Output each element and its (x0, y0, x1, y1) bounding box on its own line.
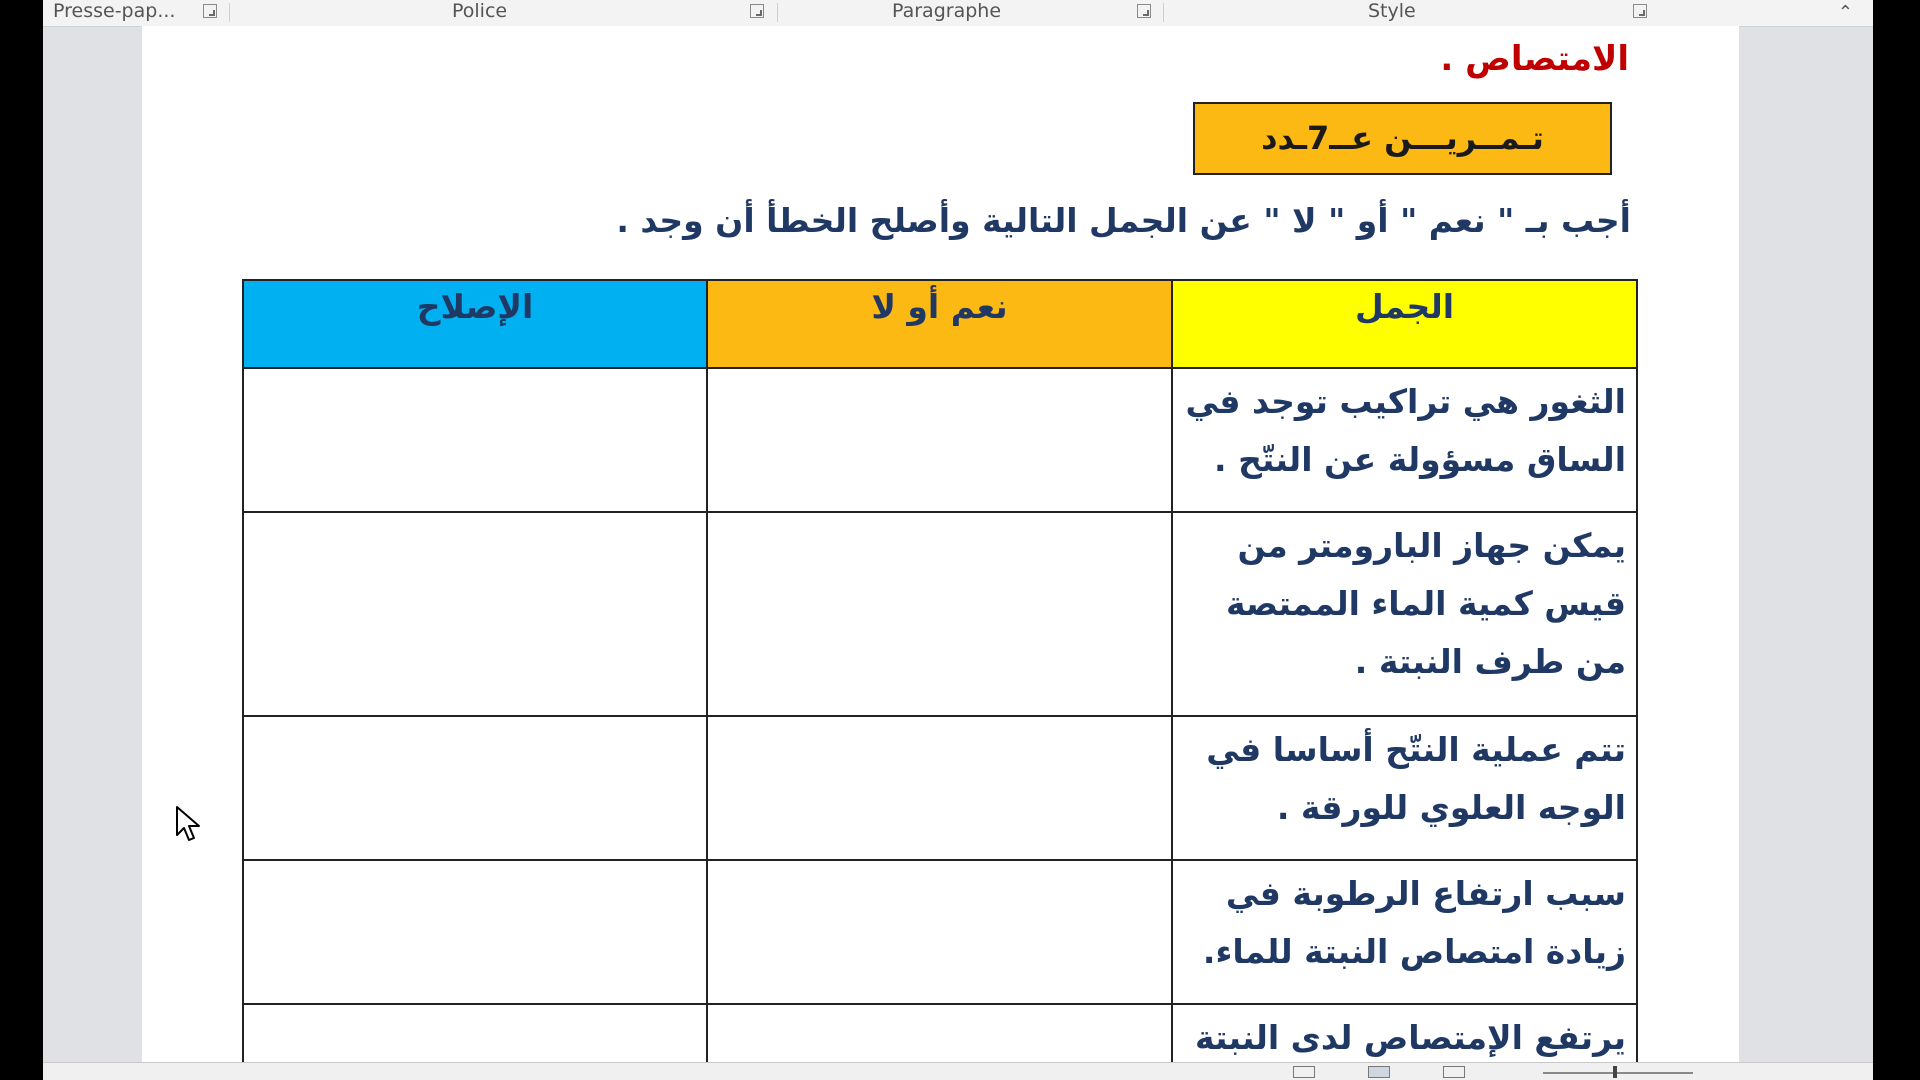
table-row (243, 1004, 1637, 1062)
exercise-table (242, 279, 1638, 1062)
group-separator (1163, 3, 1164, 22)
correction-cell[interactable] (243, 1004, 707, 1062)
word-window (43, 0, 1873, 1080)
table-row (243, 716, 1637, 860)
clipboard-launcher-icon[interactable] (203, 4, 217, 18)
sentence-cell: تتم عملية النتّح أساسا في الوجه العلوي للورقة . (1172, 716, 1637, 860)
answer-cell[interactable] (707, 1004, 1172, 1062)
header-yes-no: نعم أو لا (707, 280, 1172, 368)
sentence-cell: الثغور هي تراكيب توجد في الساق مسؤولة عن النتّح . (1172, 368, 1637, 512)
ribbon-group-paragraph-label: Paragraphe (892, 0, 1002, 22)
ribbon-group-labels (43, 0, 1873, 27)
sentence-cell: سبب ارتفاع الرطوبة في زيادة امتصاص النبتة للماء. (1172, 860, 1637, 1004)
table-row (243, 512, 1637, 716)
document-page[interactable] (142, 26, 1739, 1062)
document-title: الامتصاص . (1440, 39, 1629, 79)
print-layout-view-icon[interactable] (1368, 1066, 1390, 1078)
font-launcher-icon[interactable] (750, 4, 764, 18)
correction-cell[interactable] (243, 860, 707, 1004)
collapse-ribbon-icon[interactable]: ⌃ (1837, 2, 1853, 23)
status-bar (43, 1062, 1873, 1080)
table-row (243, 368, 1637, 512)
correction-cell[interactable] (243, 512, 707, 716)
web-layout-view-icon[interactable] (1443, 1066, 1465, 1078)
read-mode-view-icon[interactable] (1293, 1066, 1315, 1078)
zoom-slider-thumb[interactable] (1613, 1066, 1617, 1078)
header-correction: الإصلاح (243, 280, 707, 368)
correction-cell[interactable] (243, 716, 707, 860)
style-launcher-icon[interactable] (1633, 4, 1647, 18)
ribbon-group-style-label: Style (1368, 0, 1416, 22)
table-row (243, 860, 1637, 1004)
exercise-number-box: تـمــريـــن عــ7ـدد (1193, 102, 1612, 175)
zoom-slider[interactable] (1543, 1072, 1693, 1074)
header-sentences: الجمل (1172, 280, 1637, 368)
mouse-pointer-icon (175, 805, 205, 845)
answer-cell[interactable] (707, 368, 1172, 512)
group-separator (777, 3, 778, 22)
ribbon-group-clipboard-label: Presse-pap... (53, 0, 176, 22)
sentence-cell: يرتفع الإمتصاص لدى النبتة (1172, 1004, 1637, 1062)
answer-cell[interactable] (707, 512, 1172, 716)
table-header-row (243, 280, 1637, 368)
answer-cell[interactable] (707, 716, 1172, 860)
correction-cell[interactable] (243, 368, 707, 512)
group-separator (229, 3, 230, 22)
exercise-instruction: أجب بـ " نعم " أو " لا " عن الجمل التالية وأصلح الخطأ أن وجد . (616, 201, 1631, 240)
answer-cell[interactable] (707, 860, 1172, 1004)
sentence-cell: يمكن جهاز البارومتر من قيس كمية الماء الممتصة من طرف النبتة . (1172, 512, 1637, 716)
paragraph-launcher-icon[interactable] (1137, 4, 1151, 18)
ribbon-group-font-label: Police (452, 0, 508, 22)
